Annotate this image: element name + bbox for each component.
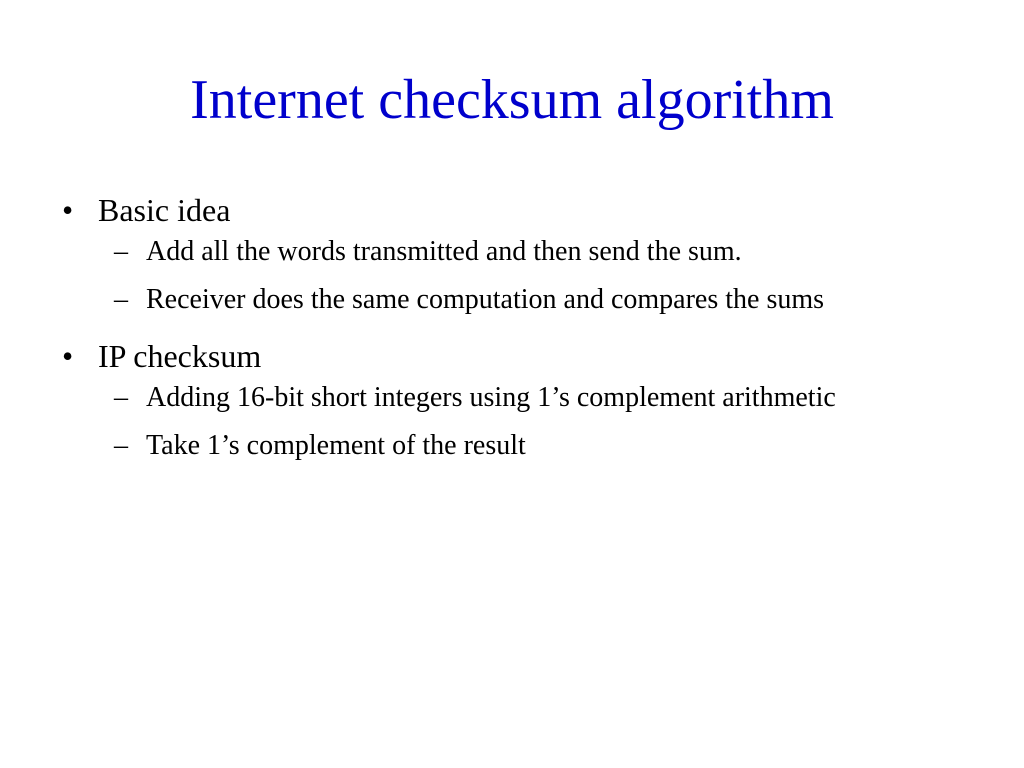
sub-bullet-text: Take 1’s complement of the result [146, 430, 526, 461]
dash-marker: – [114, 284, 128, 315]
slide-body [62, 188, 962, 474]
bullet-text: Basic idea [98, 192, 231, 228]
sub-bullet-adding-16bit [62, 378, 962, 418]
sub-bullet-take-complement [62, 426, 962, 466]
bullet-text: IP checksum [98, 338, 262, 374]
bullet-ip-checksum [62, 334, 962, 378]
dash-marker: – [114, 430, 128, 461]
dash-marker: – [114, 236, 128, 267]
sub-bullet-text: Adding 16-bit short integers using 1’s complement arithmetic [146, 382, 836, 413]
slide-title: Internet checksum algorithm [190, 69, 834, 131]
dash-marker: – [114, 382, 128, 413]
bullet-basic-idea [62, 188, 962, 232]
bullet-marker: • [62, 192, 74, 228]
sub-bullet-receiver [62, 280, 962, 320]
sub-bullet-add-words [62, 232, 962, 272]
bullet-marker: • [62, 338, 74, 374]
sub-bullet-text: Receiver does the same computation and compares the sums [146, 284, 825, 315]
sub-bullet-text: Add all the words transmitted and then send the sum. [146, 236, 742, 267]
